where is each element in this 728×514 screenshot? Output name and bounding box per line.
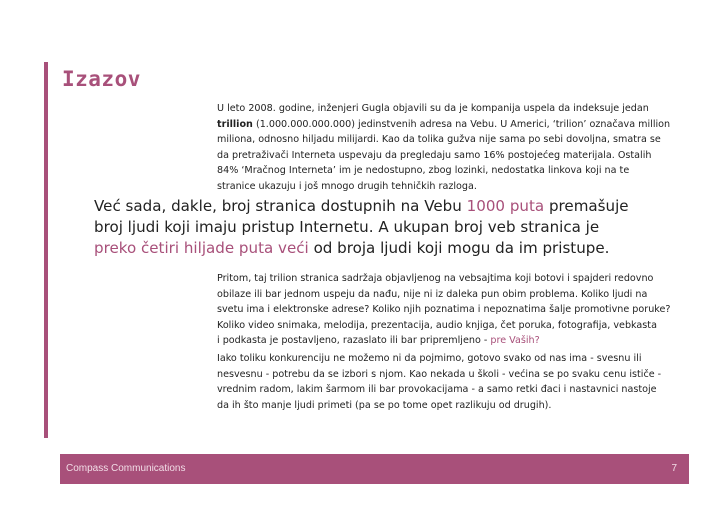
body-line: svetu ima i elektronske adrese? Koliko njih poznatima i nepoznatima šalje promotivne poruke? (217, 304, 671, 316)
bold-term: trillion (217, 118, 253, 130)
body-highlight: pre Vaših? (490, 335, 540, 347)
body-line (217, 333, 667, 349)
intro-line: stranice ukazuju i još mnogo drugih tehničkih razloga. (217, 180, 477, 192)
body-line: Koliko video snimaka, melodija, prezentacija, audio knjiga, čet poruka, fotografija, vebkasta (217, 319, 657, 331)
quote-line: broj ljudi koji imaju pristup Internetu. A ukupan broj veb stranica je (94, 218, 600, 236)
body-line: Pritom, taj trilion stranica sadržaja objavljenog na vebsajtima koji botovi i spajderi redovno (217, 273, 654, 284)
quote-highlight: 1000 puta (466, 197, 545, 215)
body-paragraph-3 (217, 351, 667, 413)
body-line: nesvesnu - potrebu da se izbori s njom. Kao nekada u školi - većina se po svaku cenu ističe - (217, 368, 662, 380)
intro-line: 84% ‘Mračnog Interneta’ im je nedostupno, zbog lozinki, nedostatka linkova koji na te (217, 165, 630, 177)
accent-bar (44, 62, 48, 438)
intro-line-text: (1.000.000.000.000) jedinstvenih adresa na Vebu. U Americi, ‘trilion’ označava million (252, 118, 671, 130)
body-line: vrednim radom, lakim šarmom ili bar provokacijama - a samo retki đaci i nastavnici nastoje (217, 384, 657, 396)
quote-line (94, 196, 629, 217)
quote-text: Već sada, dakle, broj stranica dostupnih na Vebu (94, 197, 467, 215)
intro-line (217, 117, 671, 133)
company-name: Compass Communications (66, 463, 186, 474)
highlight-quote (94, 196, 629, 259)
body-text: i podkasta je postavljeno, razaslato ili bar pripremljeno - (217, 335, 491, 347)
body-paragraph-2 (217, 271, 671, 349)
body-line: da ih što manje ljudi primeti (pa se po tome opet razlikuju od drugih). (217, 399, 552, 411)
quote-text: premašuje (544, 197, 629, 215)
page-number: 7 (671, 463, 677, 474)
quote-line (94, 238, 629, 259)
body-line: obilaze ili bar jednom uspeju da nađu, nije ni iz daleka pun obim problema. Koliko ljudi na (217, 288, 648, 300)
body-line: Iako toliku konkurenciju ne možemo ni da pojmimo, gotovo svako od nas ima - svesnu ili (217, 353, 642, 364)
footer-bar (60, 454, 689, 484)
slide-title: Izazov (62, 67, 141, 91)
intro-line: U leto 2008. godine, inženjeri Gugla objavili su da je kompanija uspela da indeksuje jedan (217, 103, 649, 114)
intro-line: da pretraživači Interneta uspevaju da pregledaju samo 16% postojećeg materijala. Ostalih (217, 149, 652, 161)
quote-highlight: preko četiri hiljade puta veći (94, 239, 309, 257)
intro-paragraph (217, 101, 671, 195)
quote-text: od broja ljudi koji mogu da im pristupe. (308, 239, 610, 257)
intro-line: miliona, odnosno hiljadu milijardi. Kao da tolika gužva nije sama po sebi dovoljna, smatra se (217, 134, 661, 146)
